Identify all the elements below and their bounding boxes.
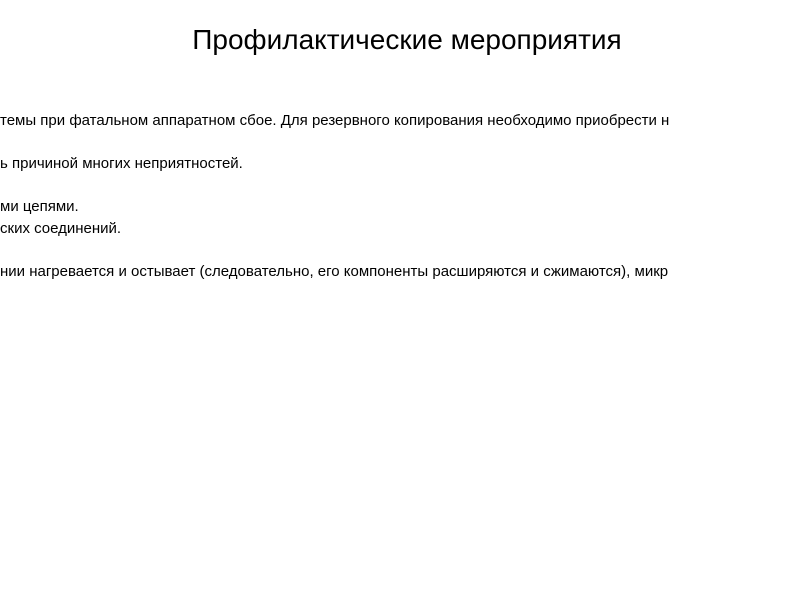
body-line-problems: ь причиной многих неприятностей.: [0, 155, 243, 172]
body-line-connections: ских соединений.: [0, 220, 122, 237]
slide-title: Профилактические мероприятия: [192, 24, 622, 55]
body-line-thermal: нии нагревается и остывает (следовательно, его компоненты расширяются и сжимаются), микр: [0, 263, 669, 280]
body-line-circuits: ми цепями.: [0, 198, 79, 215]
body-line-backup: темы при фатальном аппаратном сбое. Для резервного копирования необходимо приобрести н: [0, 112, 670, 129]
